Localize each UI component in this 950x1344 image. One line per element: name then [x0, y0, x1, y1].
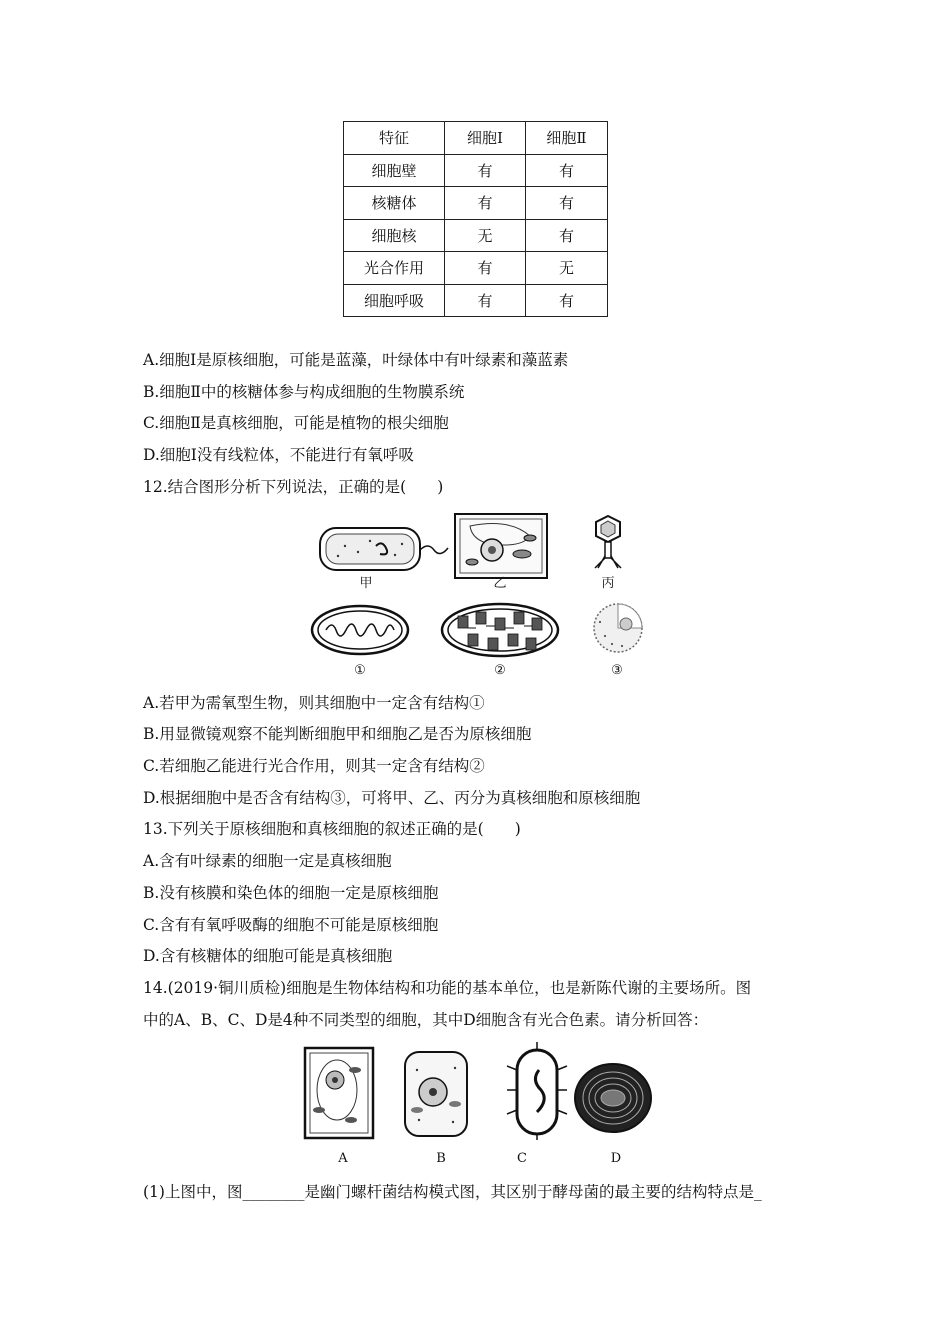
fig-label-1: ① — [354, 663, 366, 678]
cell-d-illustration — [575, 1064, 651, 1132]
q14-stem-line1: 14.(2019·铜川质检)细胞是生物体结构和功能的基本单位，也是新陈代谢的主要场所。图 — [143, 979, 752, 997]
q11-option-a: A.细胞Ⅰ是原核细胞，可能是蓝藻，叶绿体中有叶绿素和藻蓝素 — [143, 351, 569, 369]
fig-label-jia: 甲 — [359, 576, 373, 591]
q13-stem: 13.下列关于原核细胞和真核细胞的叙述正确的是( ) — [143, 820, 521, 838]
q12-option-b: B.用显微镜观察不能判断细胞甲和细胞乙是否为原核细胞 — [143, 725, 532, 743]
table-row — [344, 187, 608, 220]
fig-label-bing: 丙 — [601, 576, 615, 591]
table-header-cell: 细胞Ⅱ — [526, 122, 608, 155]
table-header-cell: 特征 — [344, 122, 445, 155]
plant-cell-illustration — [455, 514, 547, 578]
cell-c-illustration — [507, 1042, 567, 1140]
fig-label-b: B — [436, 1151, 446, 1166]
bacterium-illustration — [320, 528, 448, 570]
table-cell: 有 — [526, 284, 608, 317]
fig-label-c: C — [517, 1151, 527, 1166]
q13-option-b: B.没有核膜和染色体的细胞一定是原核细胞 — [143, 884, 439, 902]
q14-stem-line2: 中的A、B、C、D是4种不同类型的细胞，其中D细胞含有光合色素。请分析回答： — [143, 1011, 709, 1029]
table-cell: 有 — [526, 154, 608, 187]
table-cell: 无 — [445, 219, 526, 252]
table-cell: 无 — [526, 252, 608, 285]
fig-label-2: ② — [494, 663, 506, 678]
q12-option-a: A.若甲为需氧型生物，则其细胞中一定含有结构① — [143, 694, 485, 712]
table-cell: 有 — [445, 187, 526, 220]
table-row — [344, 219, 608, 252]
table-cell: 细胞呼吸 — [344, 284, 445, 317]
table-row — [344, 252, 608, 285]
q13-option-a: A.含有叶绿素的细胞一定是真核细胞 — [143, 852, 392, 870]
table-cell: 有 — [526, 219, 608, 252]
feature-table — [343, 121, 608, 317]
q12-option-c: C.若细胞乙能进行光合作用，则其一定含有结构② — [143, 757, 485, 775]
nucleus-illustration — [594, 604, 642, 652]
mitochondrion-illustration — [312, 606, 408, 654]
virus-illustration — [595, 516, 621, 568]
table-header-row — [344, 122, 608, 155]
table-cell: 细胞核 — [344, 219, 445, 252]
q12-stem: 12.结合图形分析下列说法，正确的是( ) — [143, 478, 444, 496]
q11-option-b: B.细胞Ⅱ中的核糖体参与构成细胞的生物膜系统 — [143, 383, 465, 401]
chloroplast-illustration — [442, 604, 558, 656]
q12-figure — [300, 508, 660, 683]
table-header-cell: 细胞Ⅰ — [445, 122, 526, 155]
table-cell: 有 — [445, 154, 526, 187]
q13-option-c: C.含有有氧呼吸酶的细胞不可能是原核细胞 — [143, 916, 439, 934]
fig-label-d: D — [610, 1151, 622, 1166]
table-cell: 有 — [445, 284, 526, 317]
fig-label-3: ③ — [611, 663, 623, 678]
cell-b-illustration — [405, 1052, 467, 1136]
table-cell: 有 — [526, 187, 608, 220]
cell-a-illustration — [305, 1048, 373, 1138]
q11-option-d: D.细胞Ⅰ没有线粒体，不能进行有氧呼吸 — [143, 446, 414, 464]
q13-option-d: D.含有核糖体的细胞可能是真核细胞 — [143, 947, 393, 965]
table-cell: 光合作用 — [344, 252, 445, 285]
q14-sub1: (1)上图中，图________是幽门螺杆菌结构模式图，其区别于酵母菌的最主要的结构特点是_ — [143, 1183, 762, 1201]
table-cell: 核糖体 — [344, 187, 445, 220]
table-row — [344, 284, 608, 317]
q14-figure — [295, 1040, 665, 1140]
q11-option-c: C.细胞Ⅱ是真核细胞，可能是植物的根尖细胞 — [143, 414, 449, 432]
fig-label-yi: 乙 — [493, 576, 507, 591]
q12-option-d: D.根据细胞中是否含有结构③，可将甲、乙、丙分为真核细胞和原核细胞 — [143, 789, 641, 807]
table-row — [344, 154, 608, 187]
fig-label-a: A — [338, 1151, 348, 1166]
table-cell: 有 — [445, 252, 526, 285]
table-cell: 细胞壁 — [344, 154, 445, 187]
